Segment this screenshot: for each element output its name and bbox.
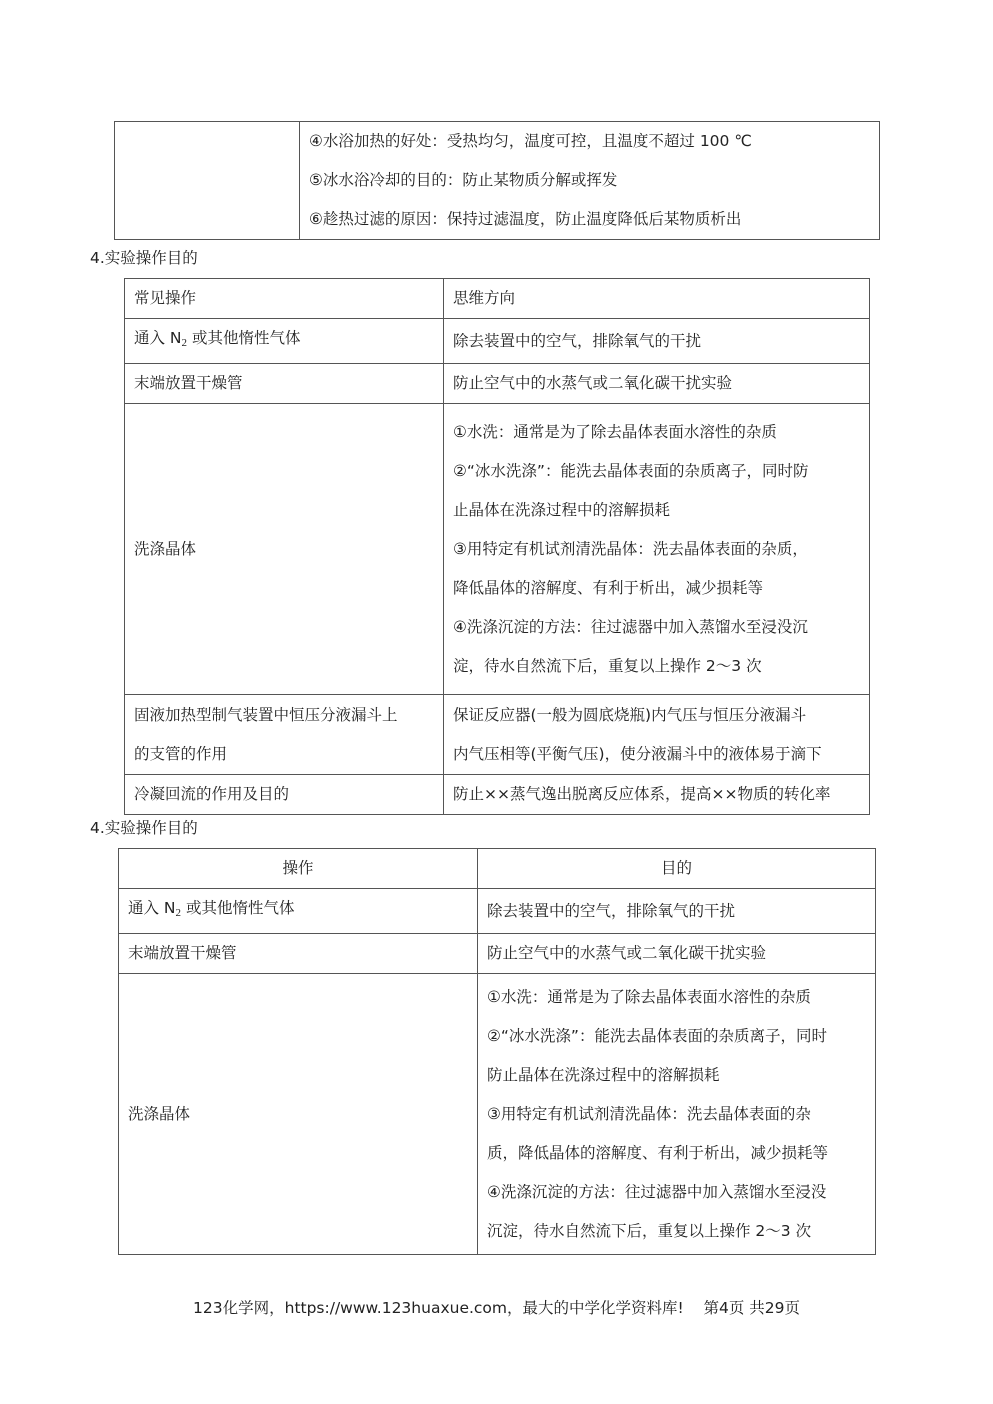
text-line: ⑤冰水浴冷却的目的：防止某物质分解或挥发 [309,171,618,189]
text-line: 质，降低晶体的溶解度、有利于析出，减少损耗等 [487,1143,829,1162]
subscript-text: 2 [181,337,188,349]
table-section2 [118,848,876,1255]
purpose-cell [444,404,870,695]
operation-text: 通入 N [128,899,176,917]
section-heading: 4.实验操作目的 [90,819,198,837]
operation-cell [125,695,444,775]
footer-page-number: 第4页 共29页 [703,1299,800,1317]
text-line: 的支管的作用 [134,744,228,763]
text-line: 淀，待水自然流下后，重复以上操作 2～3 次 [453,656,762,675]
footer-site-text: 123化学网，https://www.123huaxue.com，最大的中学化学资料库! [193,1299,684,1317]
text-line: 保证反应器(一般为圆底烧瓶)内气压与恒压分液漏斗 [453,705,807,724]
text-line: ①水洗：通常是为了除去晶体表面水溶性的杂质 [487,987,811,1006]
text-line: ①水洗：通常是为了除去晶体表面水溶性的杂质 [453,422,777,441]
operation-text-continued: 或其他惰性气体 [181,899,295,917]
operation-text-continued: 或其他惰性气体 [187,329,301,347]
text-line: ⑥趁热过滤的原因：保持过滤温度，防止温度降低后某物质析出 [309,210,742,228]
operation-text: 通入 N [134,329,182,347]
subscript-text: 2 [175,907,182,919]
purpose-cell: 防止空气中的水蒸气或二氧化碳干扰实验 [478,934,876,974]
text-line: 沉淀，待水自然流下后，重复以上操作 2～3 次 [487,1221,812,1240]
text-line: 固液加热型制气装置中恒压分液漏斗上 [134,705,398,724]
purpose-cell: 除去装置中的空气，排除氧气的干扰 [478,889,876,934]
text-line: ③用特定有机试剂清洗晶体：洗去晶体表面的杂质， [453,539,808,558]
purpose-cell [444,695,870,775]
operation-cell [125,319,444,364]
text-line: ②“冰水洗涤”：能洗去晶体表面的杂质离子，同时 [487,1026,827,1045]
text-line: ④洗涤沉淀的方法：往过滤器中加入蒸馏水至浸没 [487,1182,827,1201]
text-line: 降低晶体的溶解度、有利于析出，减少损耗等 [453,578,764,597]
text-line: ④洗涤沉淀的方法：往过滤器中加入蒸馏水至浸没沉 [453,617,808,636]
text-line: 止晶体在洗涤过程中的溶解损耗 [453,500,671,519]
table-top [114,121,880,240]
purpose-cell: 防止空气中的水蒸气或二氧化碳干扰实验 [444,364,870,404]
table-top-content-cell [300,122,880,240]
purpose-cell [478,974,876,1255]
text-line: ③用特定有机试剂清洗晶体：洗去晶体表面的杂 [487,1104,811,1123]
table-top-empty-cell [115,122,300,240]
text-line: ②“冰水洗涤”：能洗去晶体表面的杂质离子，同时防 [453,461,809,480]
operation-cell: 洗涤晶体 [119,974,478,1255]
section-heading: 4.实验操作目的 [90,249,198,267]
page-footer [0,1296,993,1318]
table-section1 [124,278,870,815]
header-cell-direction: 思维方向 [444,279,870,319]
purpose-cell: 除去装置中的空气，排除氧气的干扰 [444,319,870,364]
header-cell-operation: 常见操作 [125,279,444,319]
header-cell-purpose: 目的 [478,849,876,889]
operation-cell: 末端放置干燥管 [119,934,478,974]
purpose-cell: 防止××蒸气逸出脱离反应体系，提高××物质的转化率 [444,775,870,815]
text-line: ④水浴加热的好处：受热均匀，温度可控，且温度不超过 100 ℃ [309,132,752,150]
operation-cell: 冷凝回流的作用及目的 [125,775,444,815]
text-line: 防止晶体在洗涤过程中的溶解损耗 [487,1065,720,1084]
text-line: 内气压相等(平衡气压)，使分液漏斗中的液体易于滴下 [453,744,822,763]
header-cell-operation: 操作 [119,849,478,889]
operation-cell [119,889,478,934]
operation-cell: 洗涤晶体 [125,404,444,695]
operation-cell: 末端放置干燥管 [125,364,444,404]
